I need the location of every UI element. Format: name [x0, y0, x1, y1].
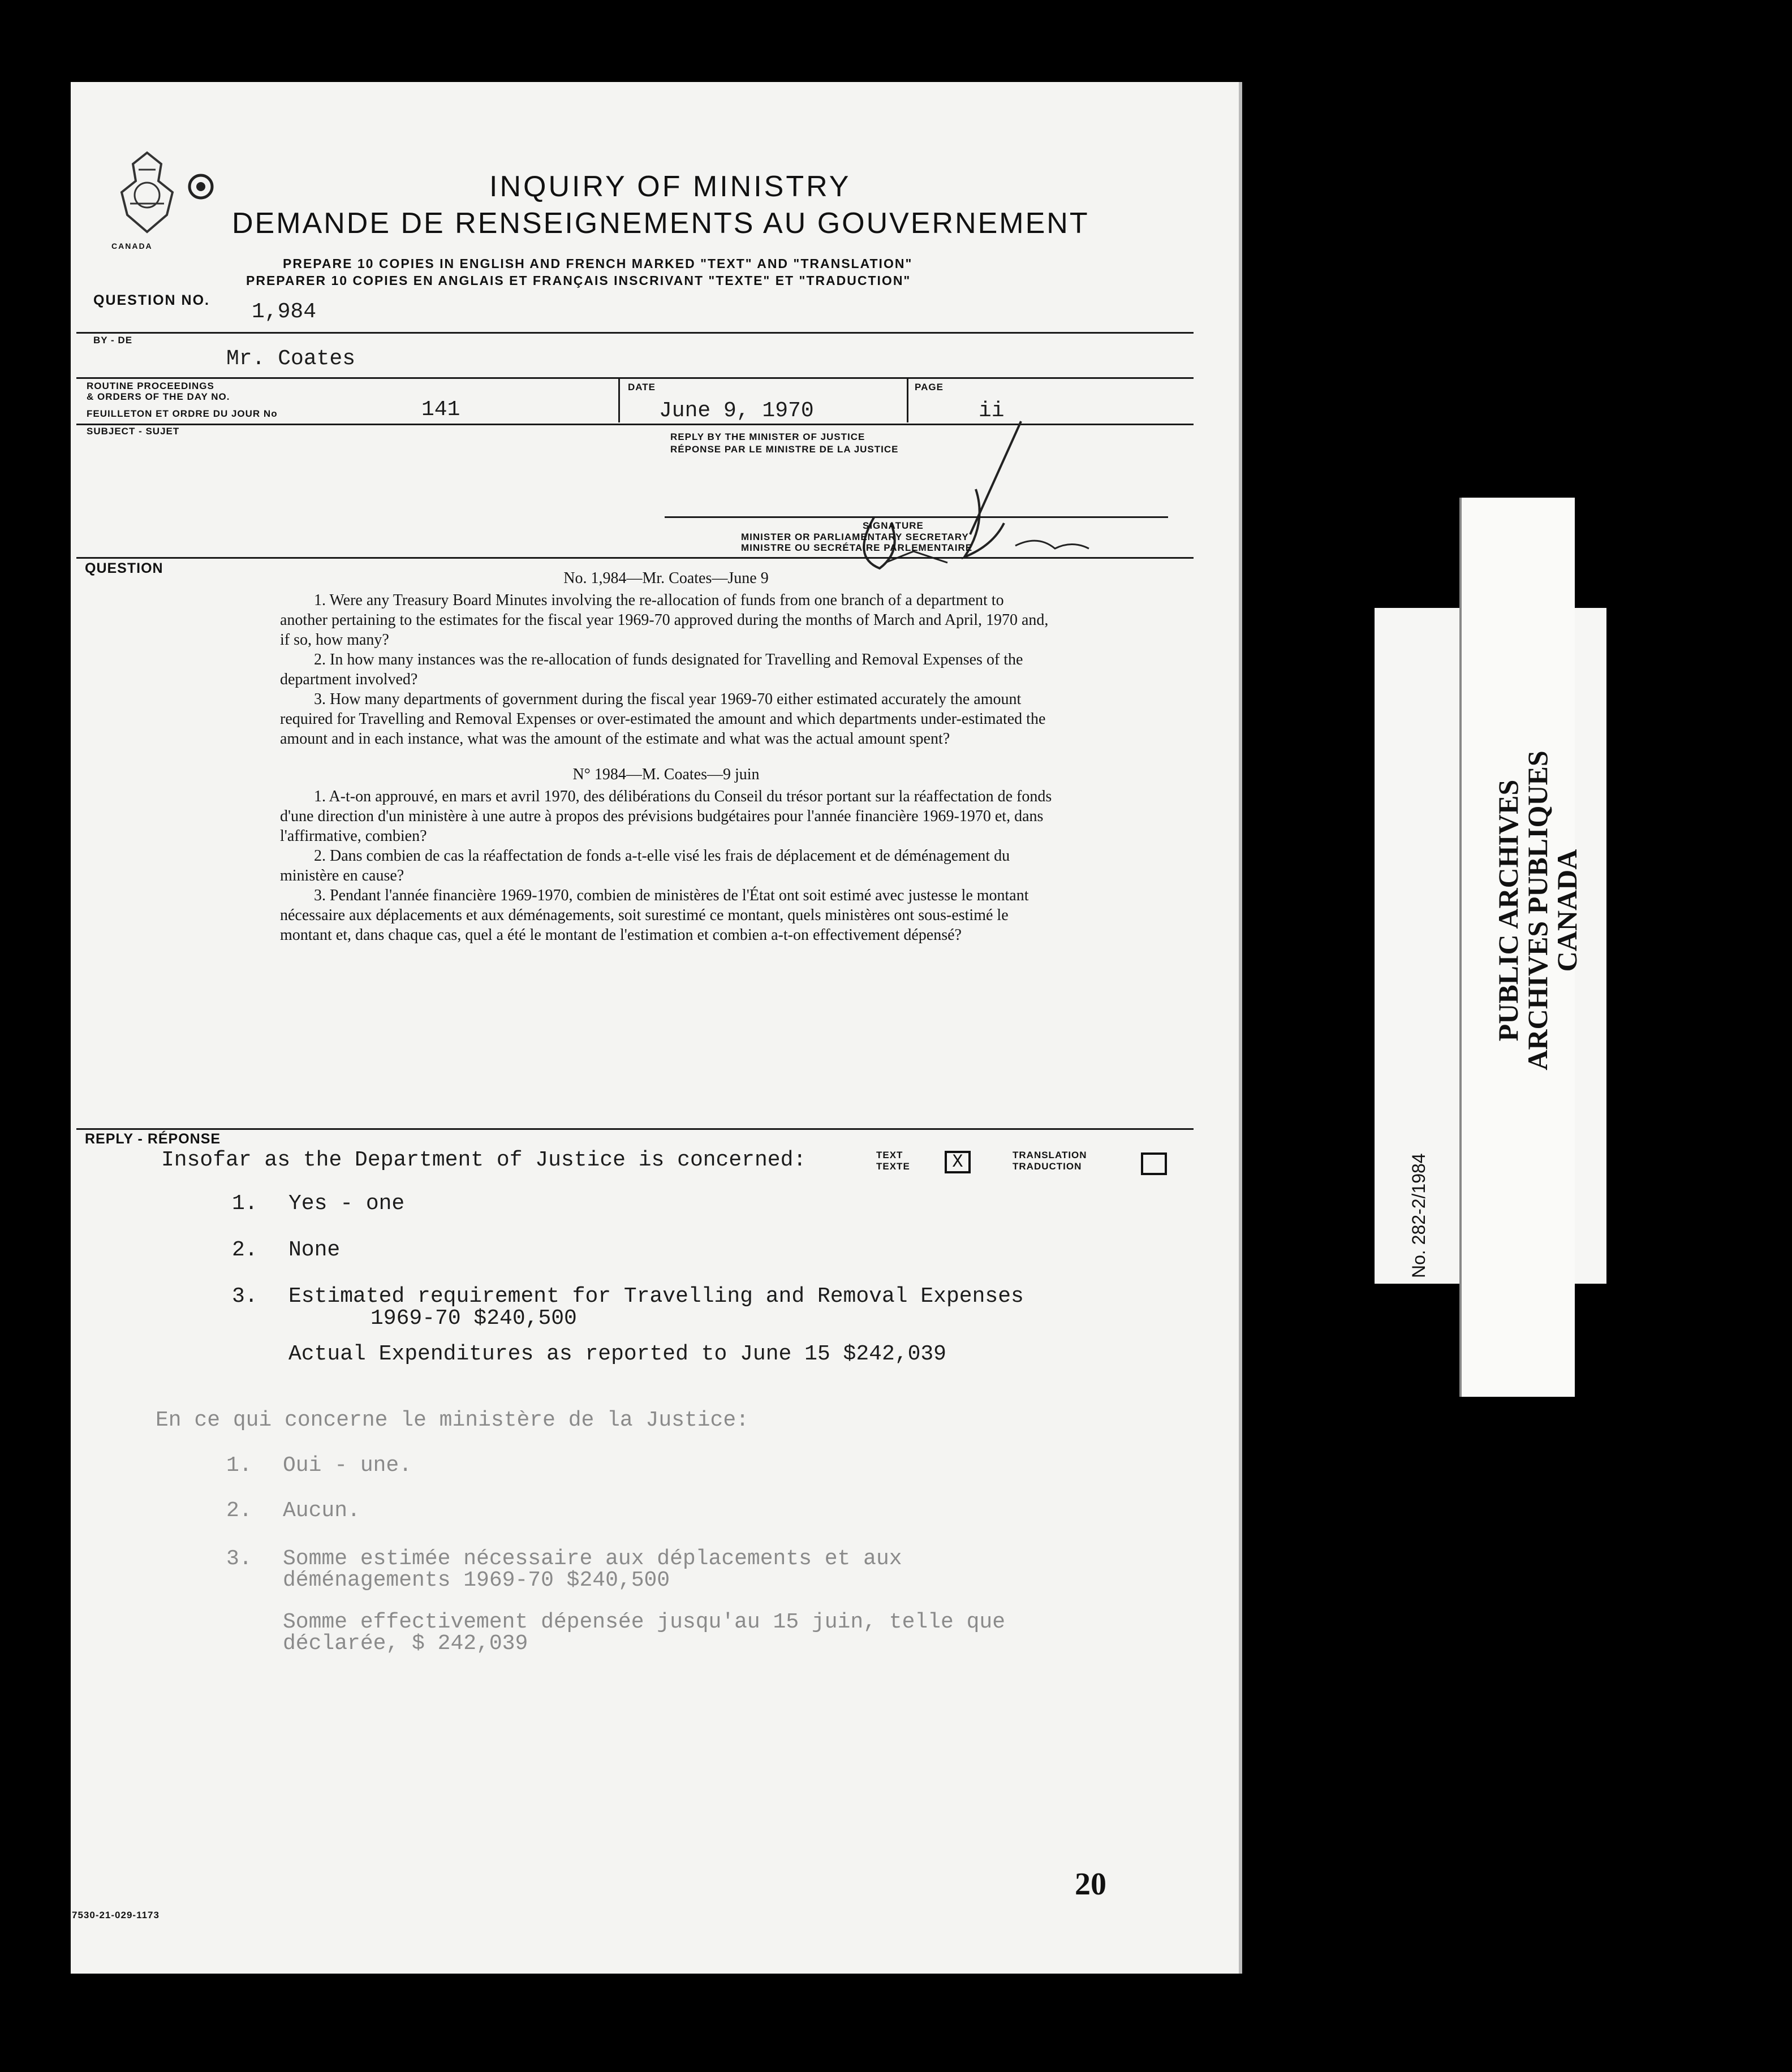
divider: [76, 332, 1194, 334]
archive-number: No. 282-2/1984: [1408, 1153, 1429, 1278]
archive-line-3: CANADA: [1551, 849, 1583, 972]
reply-fr-item: Somme estimée nécessaire aux déplacements et aux: [283, 1547, 902, 1571]
reply-en-item: Yes - one: [288, 1192, 405, 1216]
title-en: INQUIRY OF MINISTRY: [489, 170, 851, 203]
text-label-2: TEXTE: [876, 1161, 910, 1172]
instruction-fr: PREPARER 10 COPIES EN ANGLAIS ET FRANÇAIS INSCRIVANT "TEXTE" ET "TRADUCTION": [246, 273, 911, 288]
routine-no-value: 141: [421, 398, 460, 422]
reply-fr-num: 1.: [226, 1453, 252, 1478]
reply-en-actual: Actual Expenditures as reported to June 15 $242,039: [288, 1342, 946, 1366]
translation-label-1: TRANSLATION: [1013, 1150, 1087, 1160]
divider: [76, 557, 1194, 559]
question-fr-item: 3. Pendant l'année financière 1969-1970, combien de ministères de l'État ont soit estimé avec justesse le montant nécessaire aux déplacements et aux déménagements, soit surestimé ce montant, quels ministères ont sous-estimé le montant et, dans chaque cas, quel a été le montant de l'estimation et combien a-t-on effectivement dépensé?: [280, 887, 1029, 944]
question-fr-heading: N° 1984—M. Coates—9 juin: [572, 766, 760, 783]
reply-fr-intro: En ce qui concerne le ministère de la Justice:: [156, 1408, 749, 1432]
text-label-1: TEXT: [876, 1150, 903, 1160]
minister-en: MINISTER OR PARLIAMENTARY SECRETARY: [741, 532, 969, 542]
routine-label-1: ROUTINE PROCEEDINGS: [87, 381, 214, 391]
reply-fr-item: Oui - une.: [283, 1453, 412, 1478]
archive-line-2: ARCHIVES PUBLIQUES: [1522, 750, 1553, 1070]
question-label: QUESTION: [85, 560, 163, 576]
reply-fr-actual-1: Somme effectivement dépensée jusqu'au 15 juin, telle que: [283, 1610, 1006, 1634]
reply-by-fr: RÉPONSE PAR LE MINISTRE DE LA JUSTICE: [670, 444, 899, 455]
question-fr-item: 2. Dans combien de cas la réaffectation de fonds a-t-elle visé les frais de déplacement et de déménagement du ministère en cause?: [280, 847, 1010, 884]
reply-en-num: 3.: [232, 1284, 258, 1309]
question-en-heading: No. 1,984—Mr. Coates—June 9: [563, 569, 769, 587]
reply-fr-num: 2.: [226, 1499, 252, 1523]
reply-en-num: 2.: [232, 1238, 258, 1262]
minister-fr: MINISTRE OU SECRÉTAIRE PARLEMENTAIRE: [741, 542, 973, 553]
question-en-item: 3. How many departments of government during the fiscal year 1969-70 either estimated accurately the amount required for Travelling and Removal Expenses or over-estimated the amount and which departments under-estimated the amount and in each instance, what was the amount of the estimate and what was the actual amount spent?: [280, 690, 1046, 748]
page-number: 20: [1075, 1867, 1106, 1902]
document-page: [71, 82, 1242, 1974]
subject-label: SUBJECT - SUJET: [87, 426, 180, 437]
question-en-item: 1. Were any Treasury Board Minutes involving the re-allocation of funds from one branch of a department to another pertaining to the estimates for the fiscal year 1969-70 approved during the months of March and April, 1970 and, if so, how many?: [280, 592, 1049, 649]
page-value: ii: [979, 399, 1005, 423]
reply-en-num: 1.: [232, 1192, 258, 1216]
reply-intro: Insofar as the Department of Justice is concerned:: [161, 1148, 807, 1172]
question-no-label: QUESTION NO.: [93, 292, 210, 308]
translation-checkbox[interactable]: [1141, 1152, 1167, 1175]
text-checkbox[interactable]: X: [945, 1151, 971, 1173]
country-label: CANADA: [111, 241, 153, 251]
by-label: BY - DE: [93, 335, 133, 346]
archive-line-1: PUBLIC ARCHIVES: [1492, 779, 1524, 1042]
archive-name: [1493, 713, 1582, 1108]
reply-en-item: None: [288, 1238, 341, 1262]
title-fr: DEMANDE DE RENSEIGNEMENTS AU GOUVERNEMENT: [232, 207, 1089, 240]
routine-label-3: FEUILLETON ET ORDRE DU JOUR No: [87, 408, 278, 419]
reply-en-item-line2: 1969-70 $240,500: [371, 1306, 577, 1331]
signature-label: SIGNATURE: [863, 520, 924, 531]
date-label: DATE: [628, 382, 656, 392]
instruction-en: PREPARE 10 COPIES IN ENGLISH AND FRENCH MARKED "TEXT" AND "TRANSLATION": [283, 256, 913, 271]
seal-icon: [187, 172, 215, 201]
signature-line: [665, 516, 1168, 518]
reply-fr-actual-2: déclarée, $ 242,039: [283, 1631, 528, 1656]
page-label: PAGE: [915, 382, 944, 392]
divider: [76, 1128, 1194, 1130]
divider: [618, 378, 620, 422]
question-en-item: 2. In how many instances was the re-allocation of funds designated for Travelling and Removal Expenses of the department involved?: [280, 651, 1023, 688]
divider: [76, 377, 1194, 379]
canada-crest-icon: [105, 147, 189, 249]
question-text: [280, 568, 1052, 945]
reply-en-item: Estimated requirement for Travelling and Removal Expenses: [288, 1284, 1024, 1309]
translation-label-2: TRADUCTION: [1013, 1161, 1082, 1172]
question-no-value: 1,984: [252, 300, 317, 324]
reply-label: REPLY - RÉPONSE: [85, 1131, 221, 1147]
reply-fr-item: Aucun.: [283, 1499, 360, 1523]
question-fr-item: 1. A-t-on approuvé, en mars et avril 1970, des délibérations du Conseil du trésor portant sur la réaffectation de fonds d'une direction d'un ministère à une autre à propos des prévisions budgétaires pour l'année financière 1969-1970 et, dans l'affirmative, combien?: [280, 788, 1052, 845]
reply-by-en: REPLY BY THE MINISTER OF JUSTICE: [670, 431, 865, 442]
reply-fr-item-line2: déménagements 1969-70 $240,500: [283, 1568, 670, 1592]
reply-fr-num: 3.: [226, 1547, 252, 1571]
form-number: 7530-21-029-1173: [72, 1910, 160, 1920]
date-value: June 9, 1970: [659, 399, 814, 423]
routine-label-2: & ORDERS OF THE DAY NO.: [87, 391, 230, 402]
by-value: Mr. Coates: [226, 347, 356, 371]
